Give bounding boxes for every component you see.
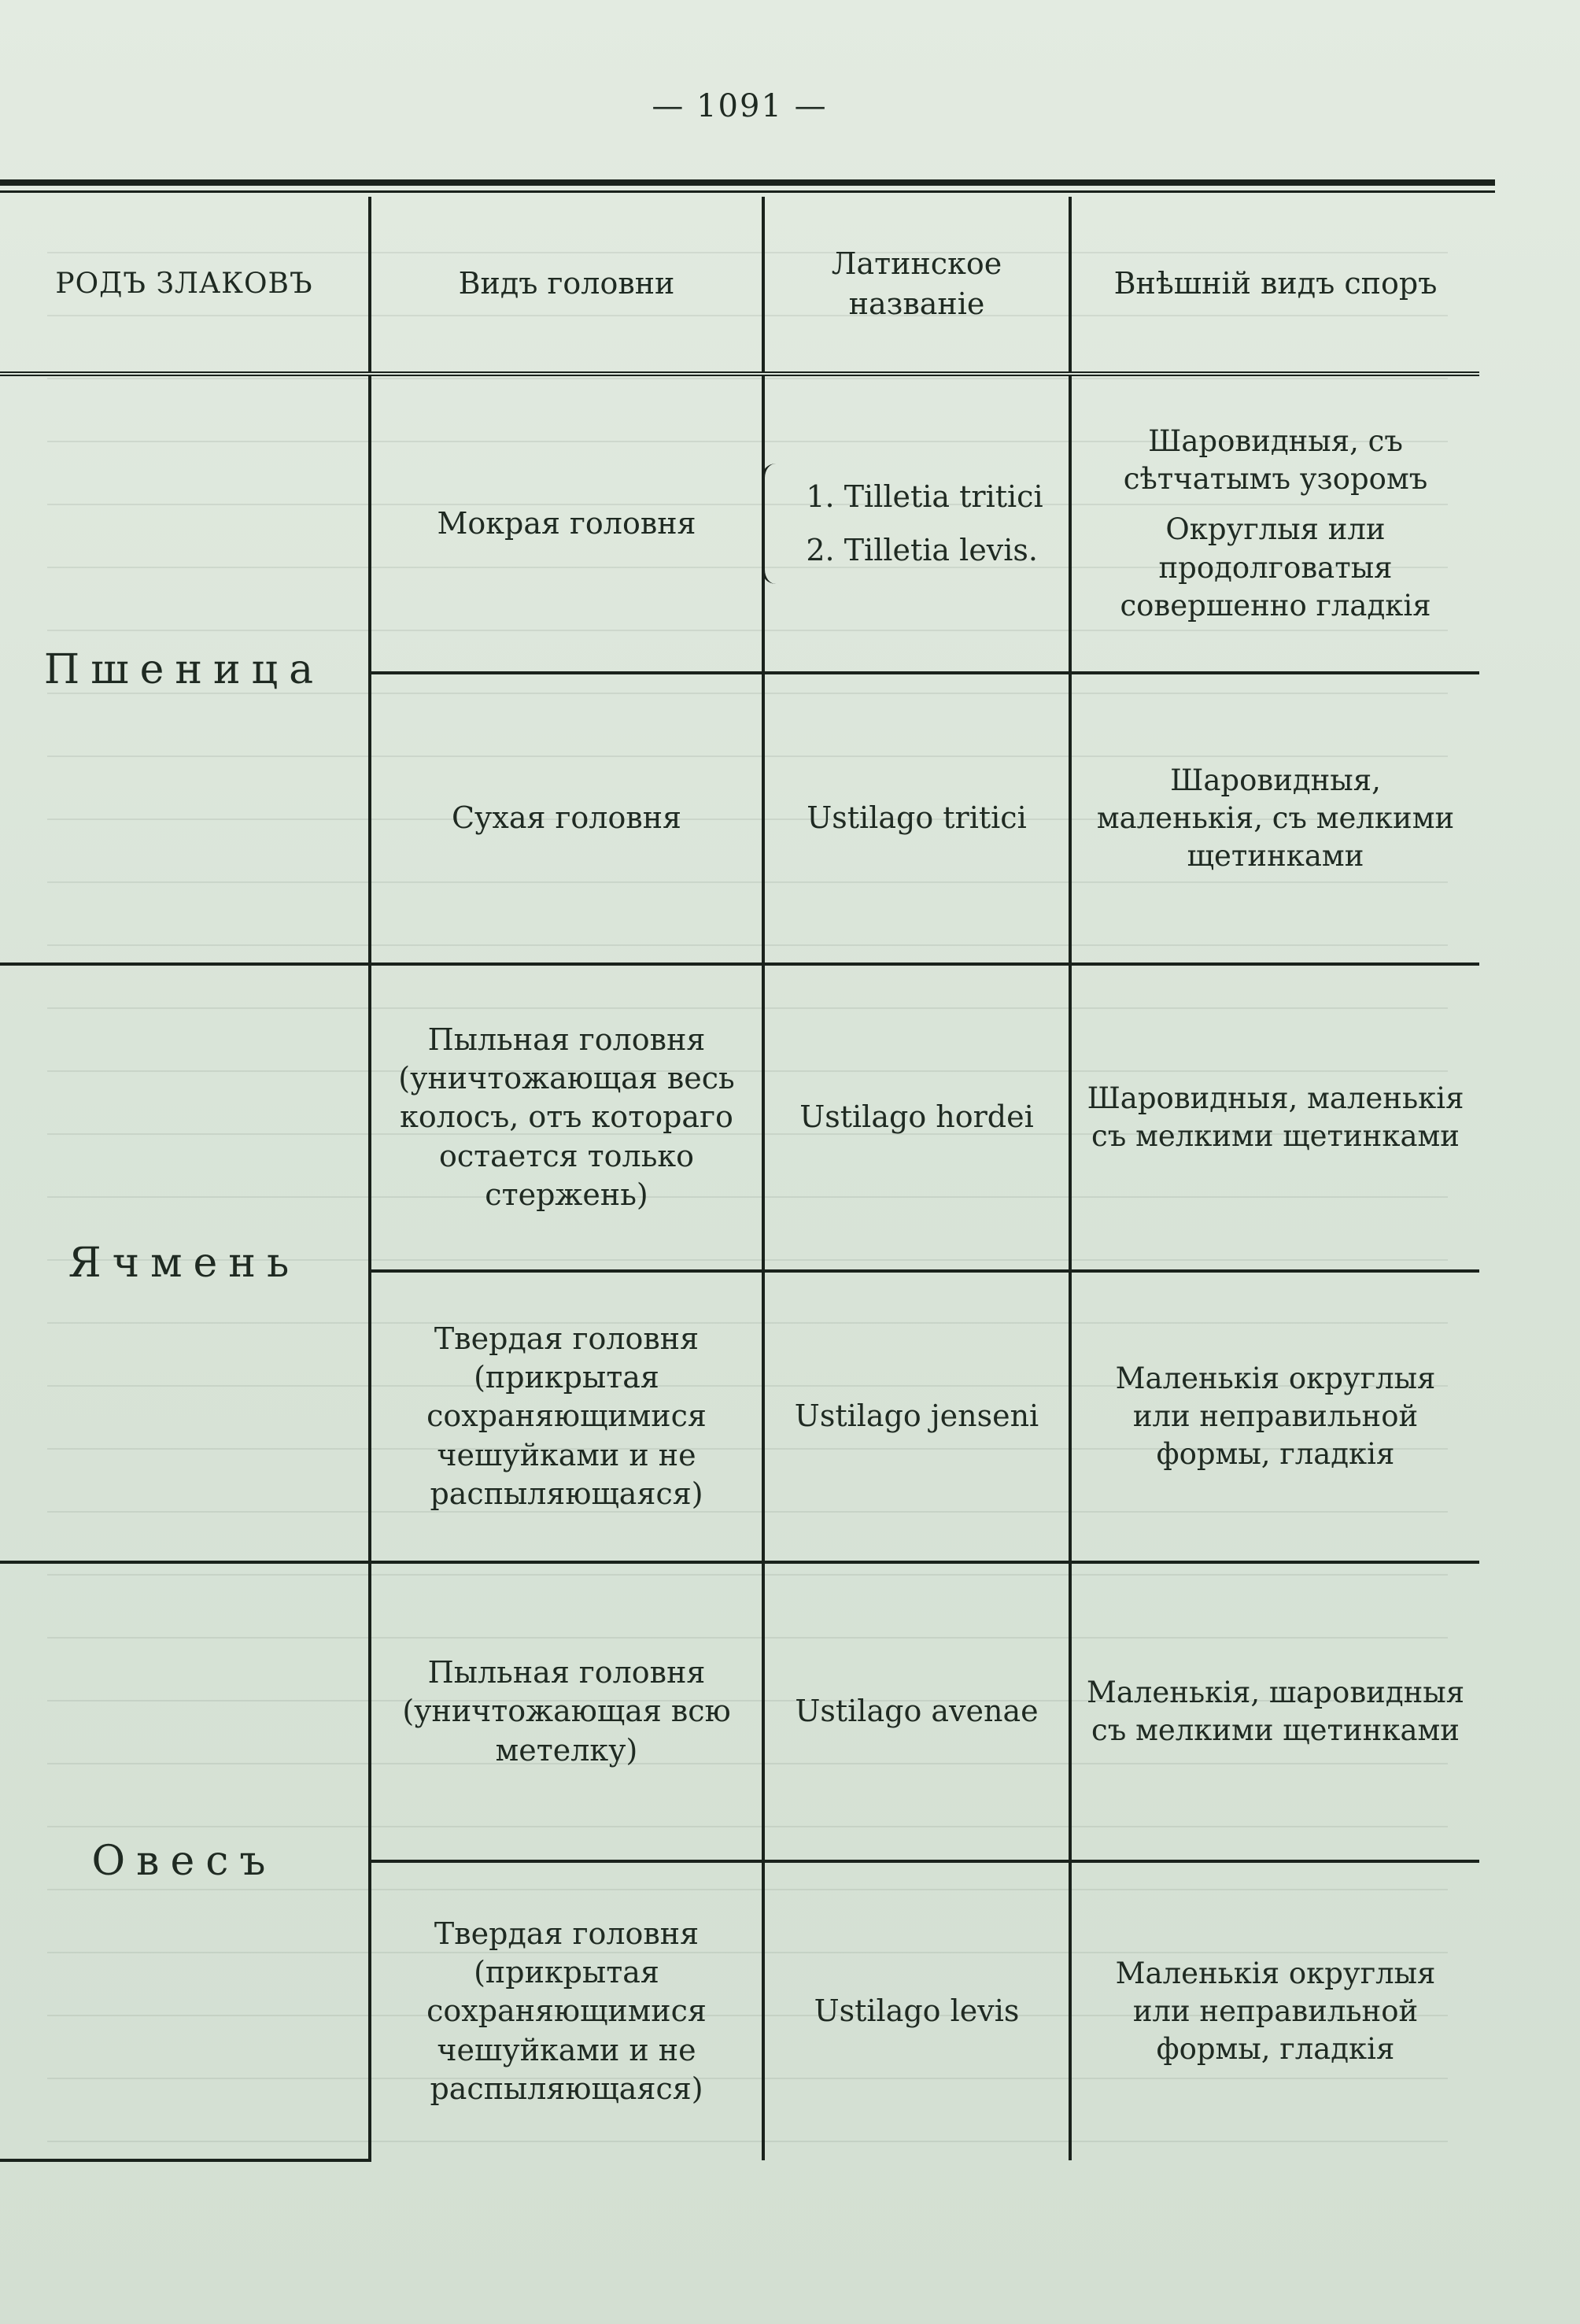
spores-cell: Шаровидныя, маленькія, съ мелкими щетинками xyxy=(1070,673,1479,964)
latin-name: 1. Tilletia tritici xyxy=(806,479,1043,515)
table-header-row xyxy=(0,197,1479,374)
smut-table-grid xyxy=(0,197,1479,2162)
spores-cell: Маленькія округлыя или неправильной формы, гладкія xyxy=(1115,1956,1436,2067)
table-top-rule-thin xyxy=(0,190,1495,193)
table-top-rule xyxy=(0,179,1495,186)
latin-cell: Ustilago levis xyxy=(763,1861,1070,2160)
header-genus: РОДЪ ЗЛАКОВЪ xyxy=(0,197,370,374)
latin-cell: Ustilago avenae xyxy=(763,1562,1070,1861)
table-row xyxy=(0,964,1479,1271)
spores-cell: Маленькія округлыя или неправильной формы, гладкія xyxy=(1070,1271,1479,1562)
latin-cell: Ustilago jenseni xyxy=(763,1271,1070,1562)
smut-cell: Пыльная головня (уничтожающая весь колосъ, отъ котораго остается только стержень) xyxy=(370,964,763,1271)
table-row xyxy=(0,374,1479,673)
brace-mark xyxy=(762,464,781,584)
genus-cell: Овесъ xyxy=(0,1562,370,2160)
spore-description: Шаровидныя, съ сѣтчатымъ узоромъ xyxy=(1123,424,1428,497)
latin-cell: Ustilago tritici xyxy=(763,673,1070,964)
table-row xyxy=(0,1562,1479,1861)
latin-list xyxy=(790,464,1043,584)
smut-cell: Твердая головня (прикрытая сохраняющимися чешуйками и не распыляющаяся) xyxy=(370,1271,763,1562)
latin-cell: Ustilago hordei xyxy=(763,964,1070,1271)
genus-cell: Ячмень xyxy=(0,964,370,1562)
spores-cell xyxy=(1070,374,1479,673)
smut-cell: Твердая головня (прикрытая сохраняющимися чешуйками и не распыляющаяся) xyxy=(370,1861,763,2160)
smut-cell: Сухая головня xyxy=(370,673,763,964)
header-latin: Латинское названіе xyxy=(763,197,1070,374)
latin-cell xyxy=(763,374,1070,673)
smut-cell: Пыльная головня (уничтожающая всю метелку) xyxy=(370,1562,763,1861)
header-spores: Внѣшній видъ споръ xyxy=(1070,197,1479,374)
spores-cell: Маленькія, шаровидныя съ мелкими щетинками xyxy=(1070,1562,1479,1861)
spore-description: Округлыя или продолговатыя совершенно гладкія xyxy=(1120,512,1431,623)
latin-name: 2. Tilletia levis. xyxy=(806,532,1039,567)
smut-table xyxy=(0,179,1495,2163)
header-smut: Видъ головни xyxy=(370,197,763,374)
smut-cell: Мокрая головня xyxy=(370,374,763,673)
spores-cell: Шаровидныя, маленькія съ мелкими щетинками xyxy=(1070,964,1479,1271)
genus-cell: Пшеница xyxy=(0,374,370,964)
page-number: — 1091 — xyxy=(652,88,828,124)
